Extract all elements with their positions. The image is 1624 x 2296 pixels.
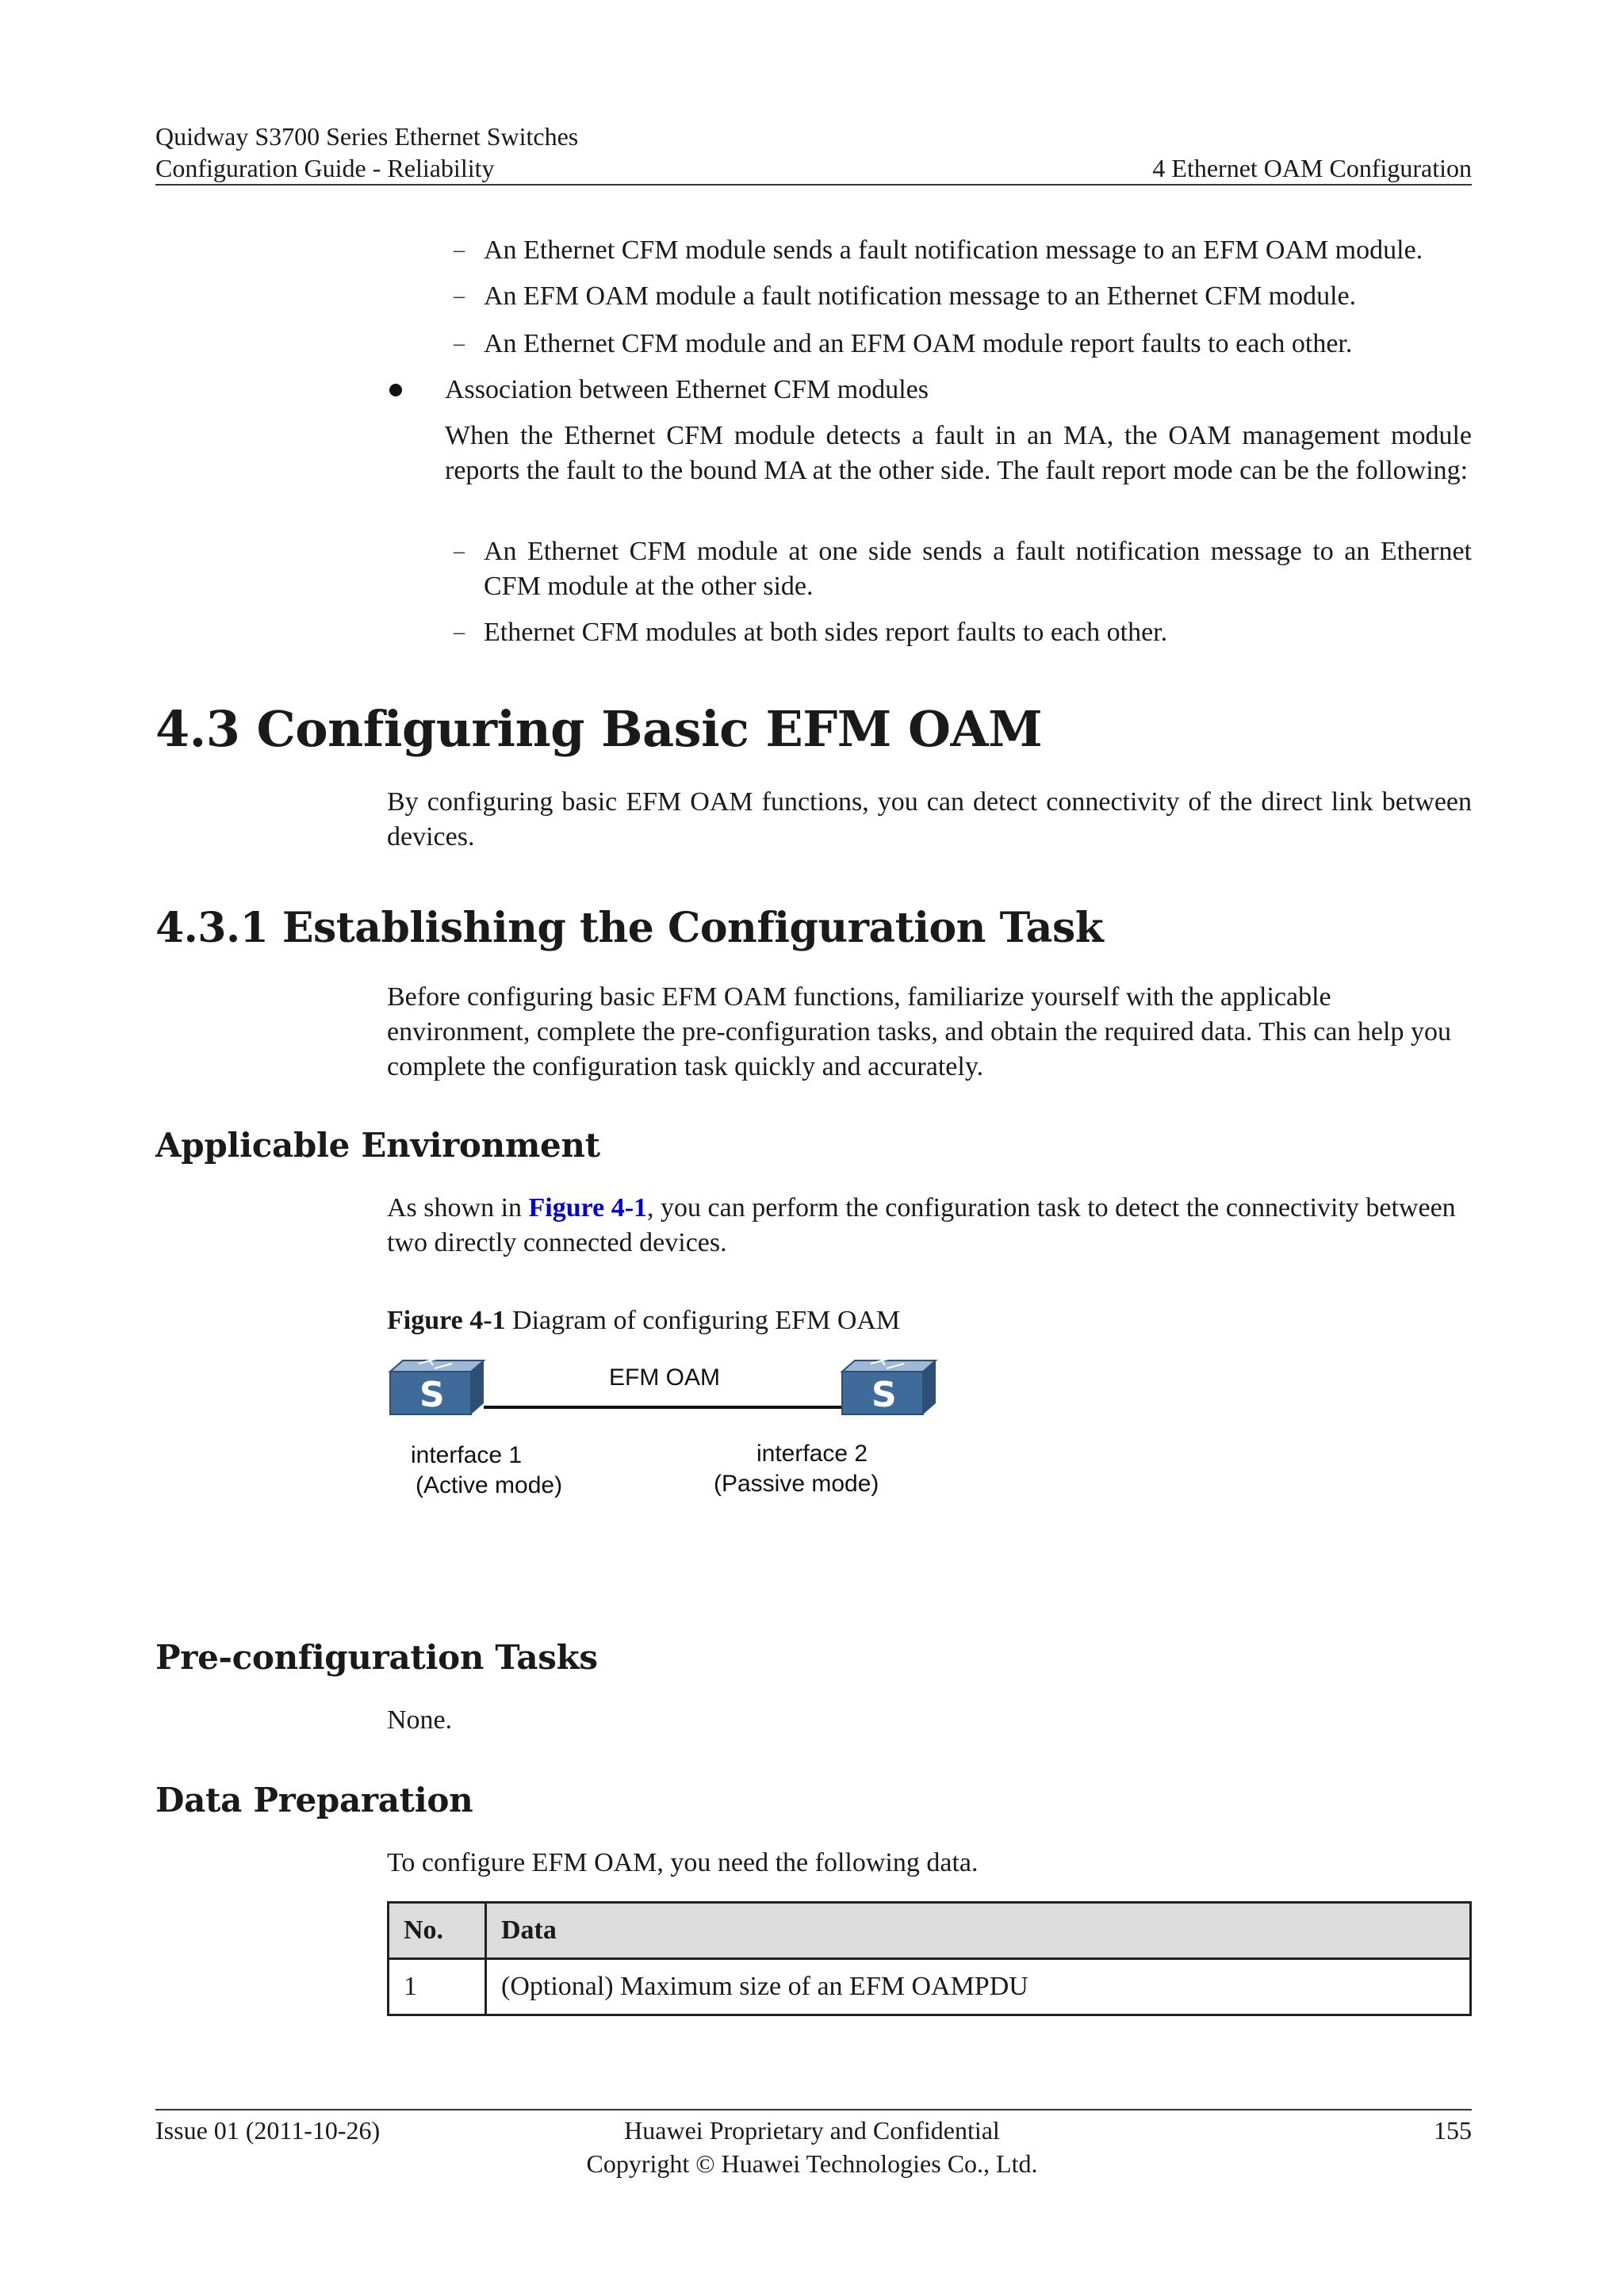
text-segment: As shown in [387,1193,529,1223]
right-mode-label: (Passive mode) [714,1471,879,1497]
header-rule [155,184,1472,186]
dash-item: Ethernet CFM modules at both sides report faults to each other. [484,618,1168,647]
dash-marker: – [454,238,465,262]
dash-marker: – [454,284,465,308]
data-prep-heading: Data Preparation [155,1781,473,1820]
switch-letter: S [871,1375,897,1415]
bullet-paragraph: When the Ethernet CFM module detects a fault in an MA, the OAM management module reports the fault to the bound MA at the other side. The fault report mode can be the following: [445,421,1472,485]
section-heading-4-3: 4.3 Configuring Basic EFM OAM [155,700,1043,758]
footer-rule [155,2109,1472,2110]
data-table [387,1901,1472,2016]
header-row [155,152,1472,184]
section-4-3-1-intro: Before configuring basic EFM OAM functions, familiarize yourself with the applicable environment, complete the pre-configuration tasks, and obtain the required data. This can help you complete the configuration task quickly and accurately. [387,982,1451,1081]
left-interface-label: interface 1 [411,1442,523,1468]
figure-caption [387,1303,900,1338]
section-4-3-intro: By configuring basic EFM OAM functions, you can detect connectivity of the direct link between devices. [387,787,1472,851]
preconfig-heading: Pre-configuration Tasks [155,1638,598,1677]
right-interface-label: interface 2 [756,1441,868,1467]
footer-center [0,2114,1624,2180]
table-header-row [389,1903,1471,1959]
section-heading-4-3-1: 4.3.1 Establishing the Configuration Task [155,904,1104,952]
header-chapter-title: 4 Ethernet OAM Configuration [1152,154,1472,182]
switch-icon [842,1358,936,1415]
efm-oam-diagram [387,1348,958,1506]
table-cell-no: 1 [389,1959,486,2015]
footer-page-number: 155 [1434,2116,1472,2145]
figure-4-1-link[interactable]: Figure 4-1 [528,1193,648,1223]
switch-icon [390,1358,484,1415]
applicable-environment-text [387,1191,1472,1261]
switch-letter: S [419,1375,445,1415]
dash-marker: – [454,331,465,356]
table-row [389,1959,1471,2015]
bullet-icon [389,384,402,396]
text-segment: , you can perform the configuration task to detect the connectivity between two directly connected devices. [387,1193,1456,1257]
dash-marker: – [454,539,465,564]
header-guide-title: Configuration Guide - Reliability [155,154,495,182]
data-prep-text: To configure EFM OAM, you need the following data. [387,1848,979,1877]
footer-confidential: Huawei Proprietary and Confidential [624,2116,1000,2145]
dash-item: An Ethernet CFM module and an EFM OAM module report faults to each other. [484,329,1353,358]
dash-item: An EFM OAM module a fault notification message to an Ethernet CFM module. [484,281,1357,311]
table-cell-data: (Optional) Maximum size of an EFM OAMPDU [486,1959,1471,2015]
bullet-title: Association between Ethernet CFM modules [445,375,929,404]
header-product-title: Quidway S3700 Series Ethernet Switches [155,122,579,151]
figure-caption-text: Diagram of configuring EFM OAM [505,1306,901,1335]
table-header-no: No. [389,1903,486,1959]
footer-issue: Issue 01 (2011-10-26) [155,2116,381,2145]
footer-copyright: Copyright © Huawei Technologies Co., Ltd. [586,2149,1038,2178]
applicable-environment-heading: Applicable Environment [155,1126,600,1165]
preconfig-text: None. [387,1705,453,1735]
dash-item: An Ethernet CFM module sends a fault notification message to an EFM OAM module. [484,235,1423,265]
left-mode-label: (Active mode) [416,1472,563,1498]
figure-label: Figure 4-1 [387,1306,506,1335]
dash-marker: – [454,620,465,645]
link-label: EFM OAM [609,1364,720,1391]
table-header-data: Data [486,1903,1471,1959]
dash-item: An Ethernet CFM module at one side sends a fault notification message to an Ethernet CFM module at the other side. [484,537,1472,601]
